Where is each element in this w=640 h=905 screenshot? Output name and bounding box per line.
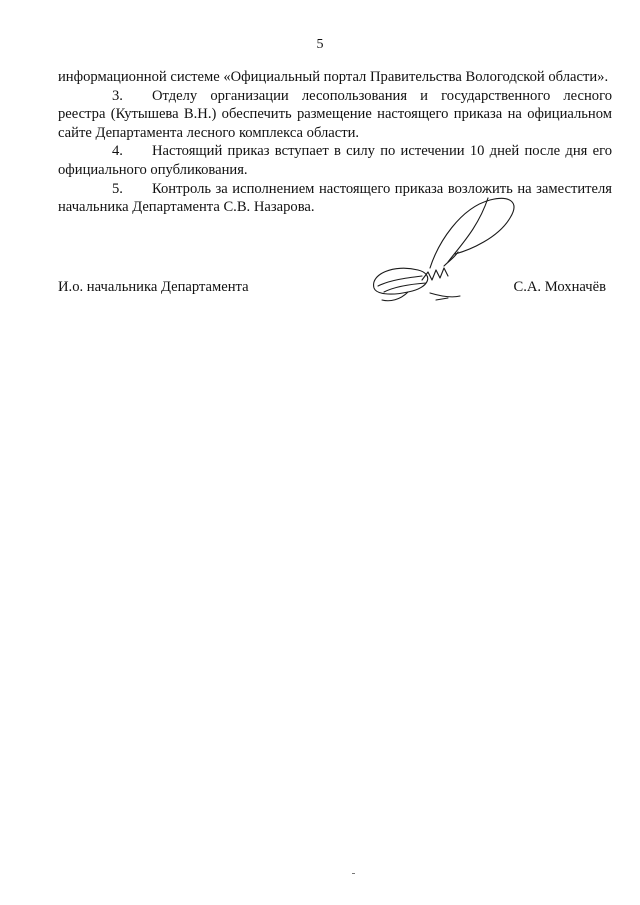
paragraph-item-3 [58, 87, 612, 143]
paragraph-text: Контроль за исполнением настоящего приказа возложить на заместителя начальника Департамента С.В. Назарова. [58, 180, 612, 216]
scan-speck [352, 873, 355, 874]
paragraph-item-4 [58, 142, 612, 179]
paragraph-text: информационной системе «Официальный портал Правительства Вологодской области». [58, 69, 609, 85]
handwritten-signature [360, 188, 530, 313]
paragraph-text: Отделу организации лесопользования и государственного лесного реестра (Кутышева В.Н.) обеспечить размещение настоящего приказа на официальном сайте Департамента лесного комплекса области. [58, 87, 612, 141]
paragraph-number: 4. [112, 143, 123, 160]
paragraph-number: 5. [112, 180, 123, 197]
paragraph-continuation [58, 68, 612, 87]
paragraph-text: Настоящий приказ вступает в силу по истечении 10 дней после дня его официального опубликования. [58, 143, 612, 178]
page-number: 5 [316, 37, 324, 52]
signer-title: И.о. начальника Департамента [58, 279, 249, 295]
signer-name: С.А. Мохначёв [513, 279, 606, 295]
paragraph-number: 3. [112, 87, 123, 104]
